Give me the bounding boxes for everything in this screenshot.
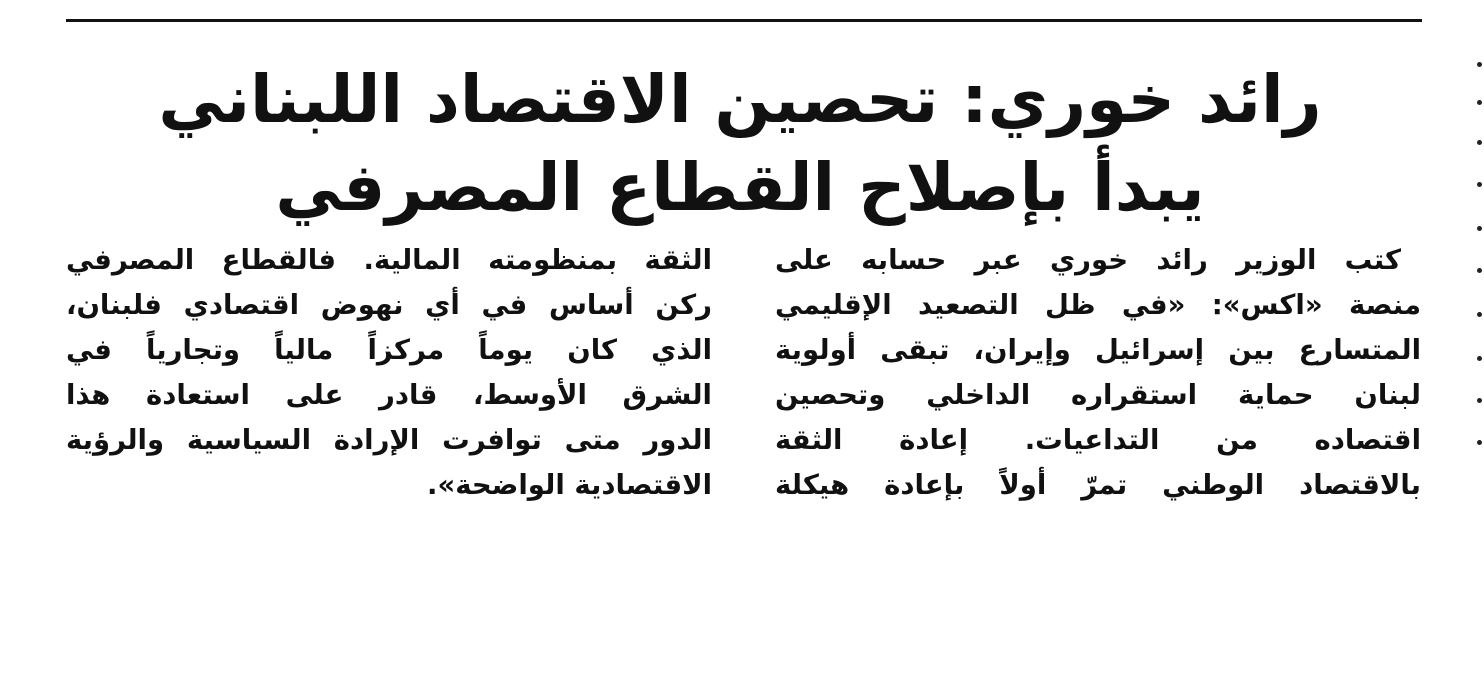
- article-line: الاقتصادية الواضحة».: [427, 469, 712, 501]
- article-column-right: [775, 238, 1421, 508]
- article-line: المتسارع بين إسرائيل وإيران، تبقى أولوية: [775, 334, 1421, 366]
- article-line: الشرق الأوسط، قادر على استعادة هذا: [66, 379, 712, 411]
- article-line: بالاقتصاد الوطني تمرّ أولاً بإعادة هيكلة: [775, 469, 1421, 501]
- edge-dot: [1477, 140, 1482, 145]
- article-line: الدور متى توافرت الإرادة السياسية والرؤية: [66, 424, 712, 456]
- article-line: منصة «اكس»: «في ظل التصعيد الإقليمي: [775, 289, 1421, 321]
- article-line: كتب الوزير رائد خوري عبر حسابه على: [775, 244, 1401, 276]
- edge-dot: [1477, 398, 1482, 403]
- article-line: الذي كان يوماً مركزاً مالياً وتجارياً في: [66, 334, 712, 366]
- article-line: الثقة بمنظومته المالية. فالقطاع المصرفي: [66, 244, 712, 276]
- edge-dot: [1477, 312, 1482, 317]
- edge-dot: [1477, 62, 1482, 67]
- edge-dot: [1477, 268, 1482, 273]
- article-line: اقتصاده من التداعيات. إعادة الثقة: [775, 424, 1421, 456]
- article-column-left: [66, 238, 712, 508]
- edge-dot: [1477, 226, 1482, 231]
- headline-line-2: يبدأ بإصلاح القطاع المصرفي: [275, 149, 1205, 226]
- top-rule: [66, 19, 1422, 22]
- article-line: لبنان حماية استقراره الداخلي وتحصين: [775, 379, 1421, 411]
- edge-dot: [1477, 100, 1482, 105]
- headline-line-1: رائد خوري: تحصين الاقتصاد اللبناني: [158, 61, 1322, 138]
- article-line: ركن أساس في أي نهوض اقتصادي فلبنان،: [66, 289, 712, 321]
- edge-dot: [1477, 182, 1482, 187]
- page-edge-markers: [1476, 0, 1484, 470]
- headline: [150, 56, 1330, 232]
- edge-dot: [1477, 440, 1482, 445]
- edge-dot: [1477, 356, 1482, 361]
